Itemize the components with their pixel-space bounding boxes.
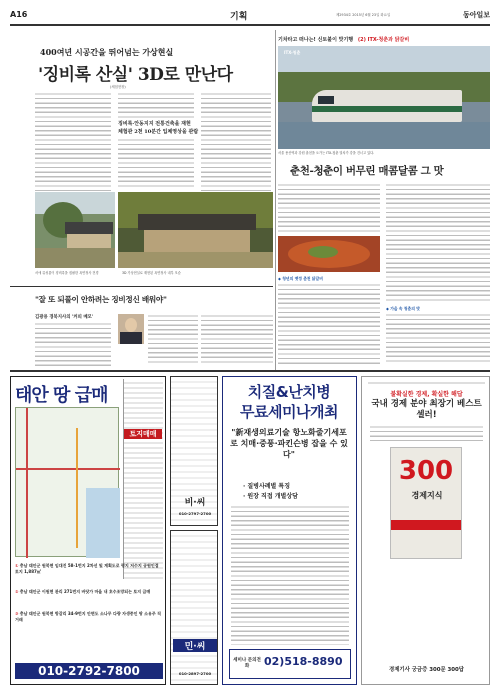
small-ad-1[interactable] bbox=[170, 376, 218, 526]
itx-train-photo bbox=[278, 46, 490, 149]
realestate-sidebox bbox=[123, 379, 163, 579]
map-road-3 bbox=[76, 428, 78, 548]
header-rule bbox=[10, 24, 490, 26]
small-ad-2[interactable] bbox=[170, 530, 218, 685]
bullet-1: ① bbox=[15, 563, 20, 568]
photo-wall bbox=[67, 234, 111, 248]
photo-yard bbox=[118, 252, 273, 268]
article-2-col-1a bbox=[278, 183, 380, 233]
article-2-source: (2) ITX-청춘과 닭갈비 bbox=[357, 37, 410, 43]
small-ad-logo-2: 민·씨 bbox=[173, 639, 217, 652]
article-3-col-3 bbox=[201, 314, 273, 366]
article-1-byline: (체험현장) bbox=[110, 85, 126, 89]
article-1-col-2b bbox=[118, 138, 194, 188]
page-header bbox=[10, 9, 490, 23]
seminar-title-1: 치질&난치병 bbox=[247, 383, 331, 401]
book-blurb bbox=[370, 425, 483, 441]
map-road-1 bbox=[26, 408, 28, 558]
book-cover bbox=[390, 447, 462, 559]
page-number: A16 bbox=[10, 10, 28, 19]
seminar-details bbox=[231, 505, 349, 645]
book-cover-number: 300 bbox=[398, 456, 454, 486]
photo-hall bbox=[144, 230, 250, 252]
dakgalbi-photo bbox=[278, 236, 380, 272]
book-cover-band bbox=[391, 520, 461, 530]
seminar-phone: 02)518-8890 bbox=[264, 655, 343, 668]
map-road-2 bbox=[16, 468, 120, 470]
seminar-bullet-1: · 질병사례별 특징 bbox=[243, 483, 291, 490]
book-cover-tag: 경제지식 bbox=[411, 491, 443, 500]
realestate-item-1 bbox=[15, 563, 163, 574]
okyeon-house-photo bbox=[35, 192, 115, 268]
seminar-ad[interactable] bbox=[222, 376, 357, 685]
article-1-caption-right: 3D 가상현실로 재현된 옥연정사 내부 모습 bbox=[122, 271, 181, 275]
column-divider bbox=[275, 30, 276, 370]
book-ad[interactable] bbox=[361, 376, 490, 685]
article-2-col-2a bbox=[386, 183, 490, 303]
article-2-subhead-2: ◆ 가을 속 청춘의 맛 bbox=[386, 306, 420, 311]
brand-logo: 동아일보 bbox=[462, 10, 490, 19]
photo-river bbox=[278, 122, 490, 149]
book-title: 국내 경제 분야 최장기 베스트셀러! bbox=[371, 399, 482, 420]
article-1-headline: '징비록 산실' 3D로 만난다 bbox=[38, 65, 233, 85]
vr-interior-photo bbox=[118, 192, 273, 268]
article-3-col-2 bbox=[148, 314, 198, 366]
article-1-col-2 bbox=[118, 92, 194, 118]
article-3-headline: "잘 또 되풀이 안하려는 징비정신 배워야" bbox=[35, 295, 167, 304]
seminar-title-2: 무료세미나개최 bbox=[240, 403, 338, 421]
article-1-kicker: 400여년 시공간을 뛰어넘는 가상현실 bbox=[40, 47, 174, 57]
realestate-item-2-text: 충남 태안군 이원면 관리 271번지 바닷가 마을 내 호수조망되는 토지 급매 bbox=[19, 589, 151, 594]
realestate-item-2 bbox=[15, 589, 163, 595]
governor-portrait bbox=[118, 314, 144, 344]
itx-tag: ITX-청춘 bbox=[284, 50, 301, 55]
realestate-item-3 bbox=[15, 611, 163, 622]
article-2-col-1b bbox=[278, 283, 380, 365]
issue-date: 제2934호 2015년 6월 23일 화요일 bbox=[336, 13, 391, 17]
realestate-title: 태안 땅 급매 bbox=[15, 385, 108, 406]
seminar-bullet-2: · 원장 직접 개별상담 bbox=[243, 493, 298, 500]
realestate-side-title: 토지매매 bbox=[124, 429, 162, 439]
book-ad-topline bbox=[368, 381, 485, 386]
realestate-ad[interactable] bbox=[10, 376, 166, 685]
article-3-byline: 김광용 경북지사의 '커피 메모' bbox=[35, 315, 94, 320]
bullet-3: ③ bbox=[15, 611, 20, 616]
portrait-head bbox=[125, 318, 137, 332]
photo-roof bbox=[65, 222, 113, 234]
article-2-col-2b bbox=[386, 313, 490, 365]
small-ad-phone-2: 010-2897-2700 bbox=[178, 671, 212, 676]
realestate-phone[interactable]: 010-2792-7800 bbox=[15, 663, 163, 679]
section-title: 기획 bbox=[230, 12, 248, 22]
realestate-map bbox=[15, 407, 119, 557]
greens bbox=[308, 246, 338, 258]
photo-roof bbox=[138, 214, 256, 230]
ads-rule bbox=[10, 370, 490, 372]
realestate-item-3-text: 충남 태안군 원북면 방갈리 34-9번지 안면도 소나무 다량 자생중인 땅 소유주 직거래 bbox=[15, 611, 162, 622]
book-kicker: 불확실한 경제, 확실한 해답 bbox=[390, 391, 463, 398]
photo-ground bbox=[35, 248, 115, 268]
seminar-slogan: "新재생의료기술 항노화줄기세포로 치매·중풍·파킨슨병 잡을 수 있다" bbox=[230, 428, 348, 459]
article-1-caption-left: 서애 류성룡이 징비록을 집필한 옥연정사 전경 bbox=[35, 271, 99, 275]
article-1-subhead-2: 체험관 2천 10분간 입체영상을 관람 bbox=[118, 129, 199, 135]
map-coast bbox=[86, 488, 120, 558]
portrait-suit bbox=[120, 332, 142, 344]
mid-rule bbox=[10, 286, 273, 287]
bullet-2: ② bbox=[15, 589, 20, 594]
article-2-series: 기차타고 떠나는! 신토불이 맛기행 bbox=[278, 37, 354, 43]
train-window bbox=[318, 96, 334, 104]
article-3-col-1 bbox=[35, 322, 111, 366]
article-2-caption: 서울 용산역과 강원 춘천을 오가는 ITX-청춘 열차가 강을 건너고 있다. bbox=[278, 151, 375, 155]
article-2-subhead-1: ◆ 청년의 옛정 춘천 닭갈비 bbox=[278, 276, 323, 281]
realestate-item-1-text: 충남 태안군 원북면 임대진 58-1번지 2차선 및 계획도로 평지 저수지 공원인접 토지 1,887㎡ bbox=[15, 563, 159, 574]
small-ad-phone-1: 010-2797-2700 bbox=[178, 511, 212, 516]
book-footer: 경제기사 궁금증 300문 300답 bbox=[388, 667, 464, 673]
seminar-phone-label: 세미나 문의전화 bbox=[233, 658, 261, 669]
article-1-subhead-1: 징비록·안동지지 전통건축을 재현 bbox=[118, 121, 191, 127]
article-2-headline: 춘천-청춘이 버무린 매콤달콤 그 맛 bbox=[290, 165, 444, 177]
train-stripe bbox=[312, 106, 462, 112]
seminar-phone-box[interactable] bbox=[229, 649, 351, 679]
article-2-kicker bbox=[278, 36, 490, 43]
small-ad-logo-1: 비·씨 bbox=[184, 498, 206, 508]
